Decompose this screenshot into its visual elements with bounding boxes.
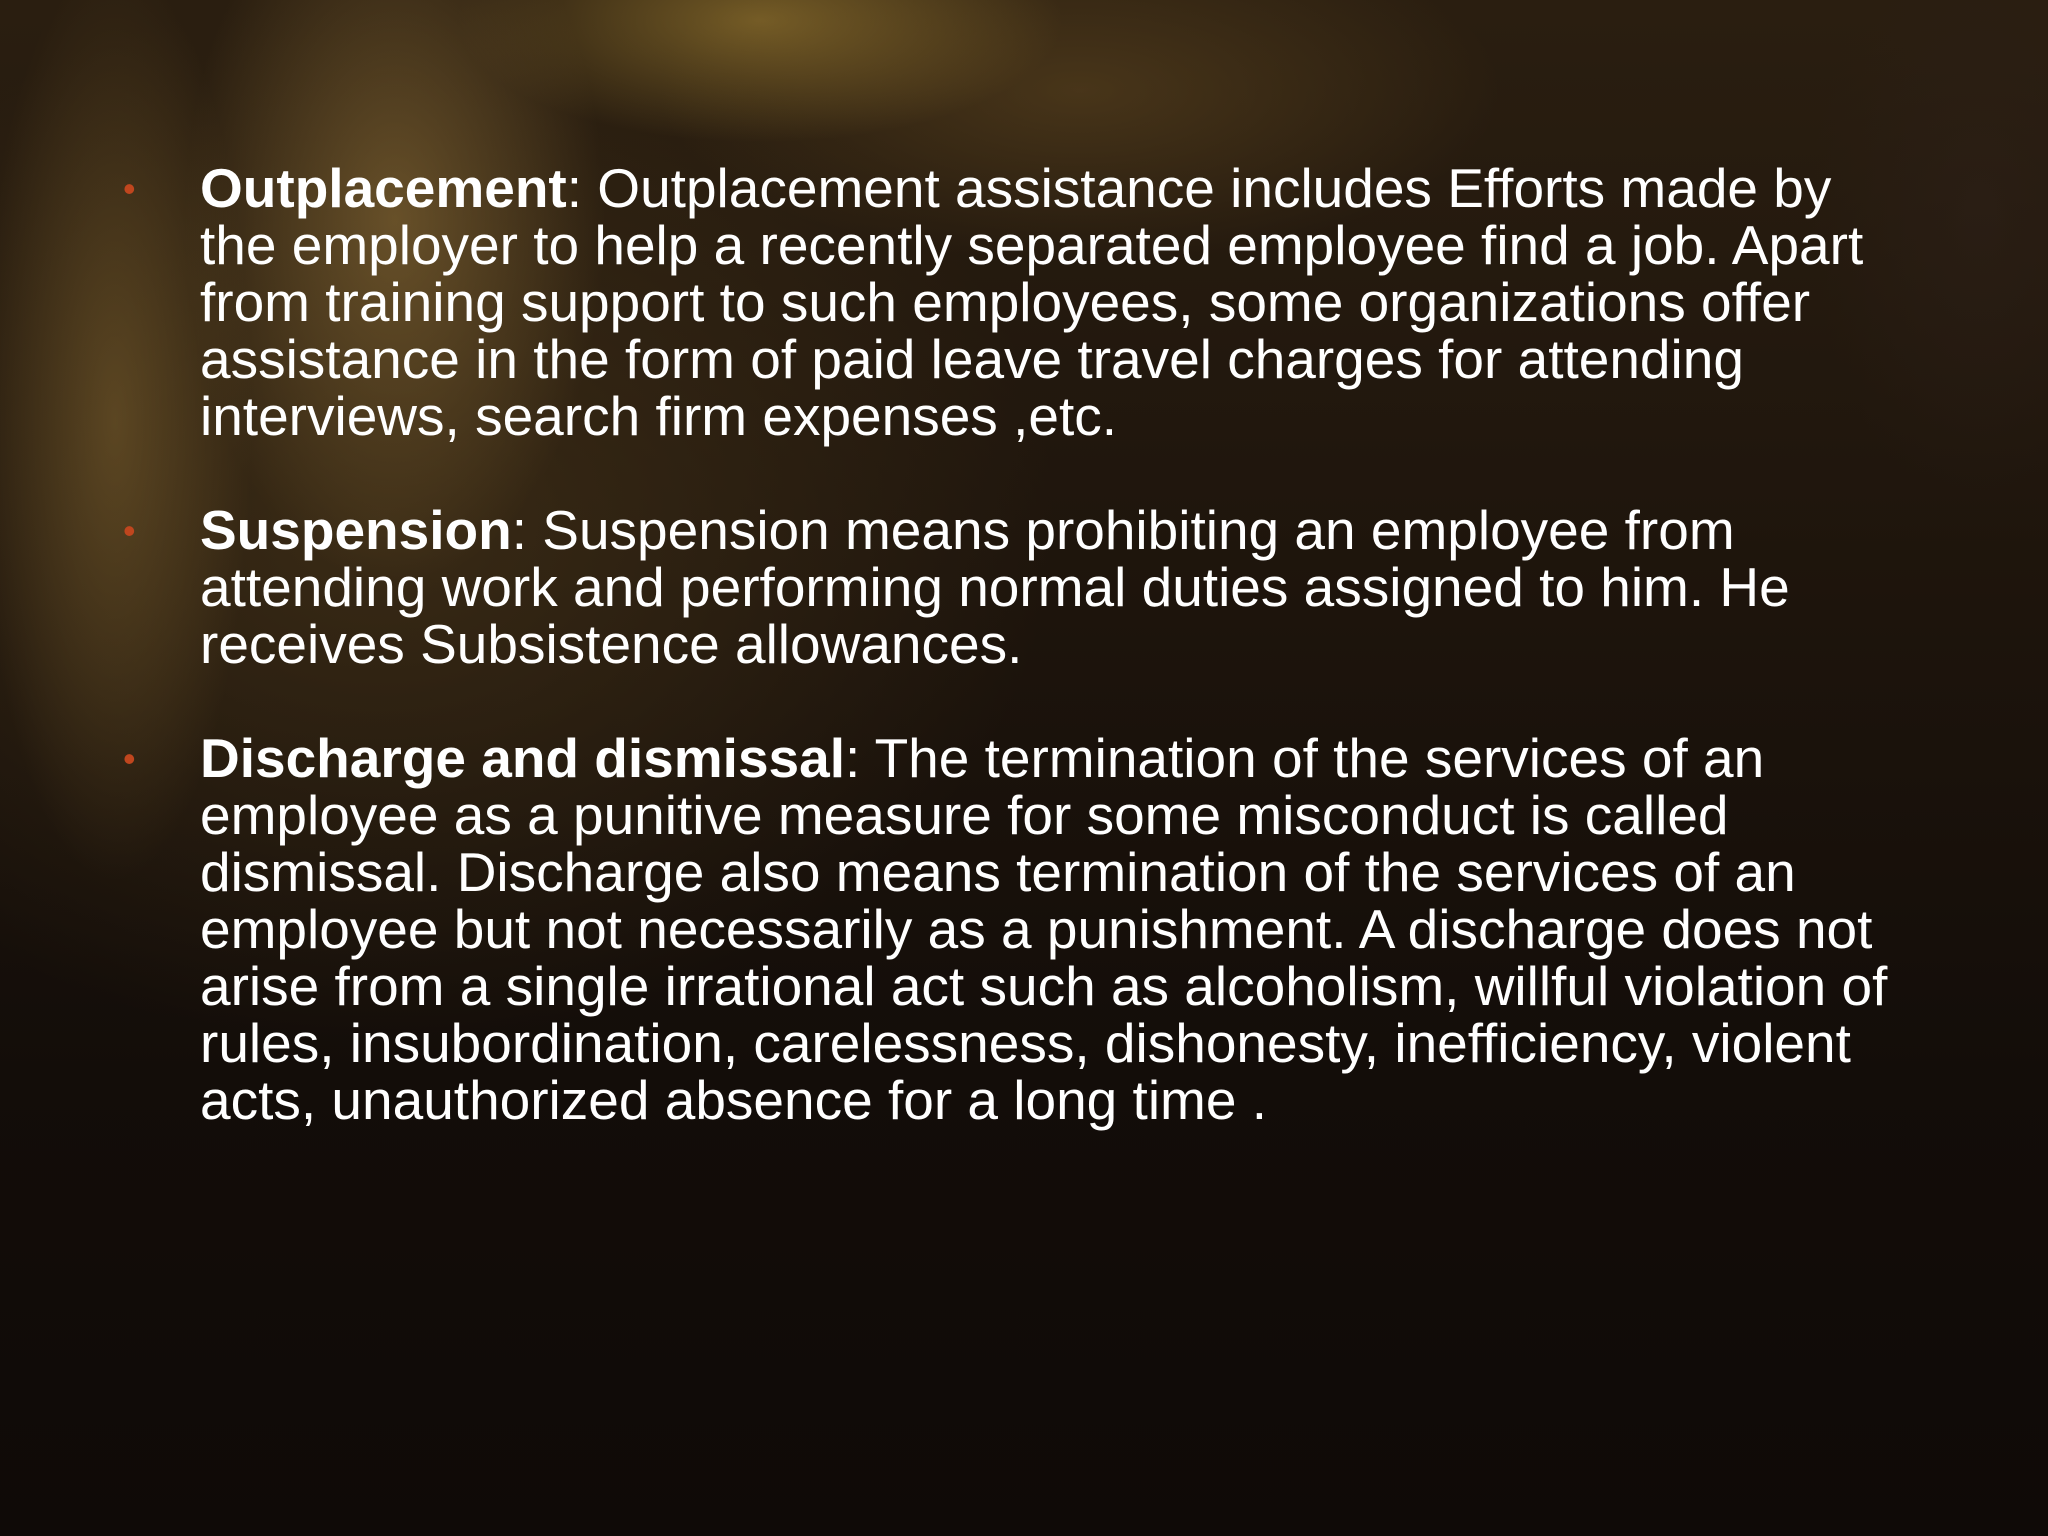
bullet-icon: •: [123, 168, 136, 209]
term-discharge: Discharge and dismissal: [200, 727, 845, 789]
list-item-discharge: [120, 727, 1920, 1131]
list-item-suspension: [120, 499, 1920, 675]
list-item-outplacement: [120, 157, 1920, 447]
description-discharge: : The termination of the services of an employee as a punitive measure for some misconduct is called dismissal. Discharge also means termination of the services of an employee but not necessarily as a punishment. A discharge does not arise from a single irrational act such as alcoholism, willful violation of rules, insubordination, carelessness, dishonesty, inefficiency, violent acts, unauthorized absence for a long time .: [200, 727, 1888, 1131]
term-suspension: Suspension: [200, 499, 512, 561]
description-outplacement: : Outplacement assistance includes Efforts made by the employer to help a recently separated employee find a job. Apart from training support to such employees, some organizations offer assistance in the form of paid leave travel charges for attending interviews, search firm expenses ,etc.: [200, 157, 1864, 447]
description-suspension: : Suspension means prohibiting an employee from attending work and performing normal duties assigned to him. He receives Subsistence allowances.: [200, 499, 1790, 675]
bullet-icon: •: [123, 738, 136, 779]
bullet-list: [120, 157, 1920, 1186]
term-outplacement: Outplacement: [200, 157, 567, 219]
bullet-icon: •: [123, 510, 136, 551]
